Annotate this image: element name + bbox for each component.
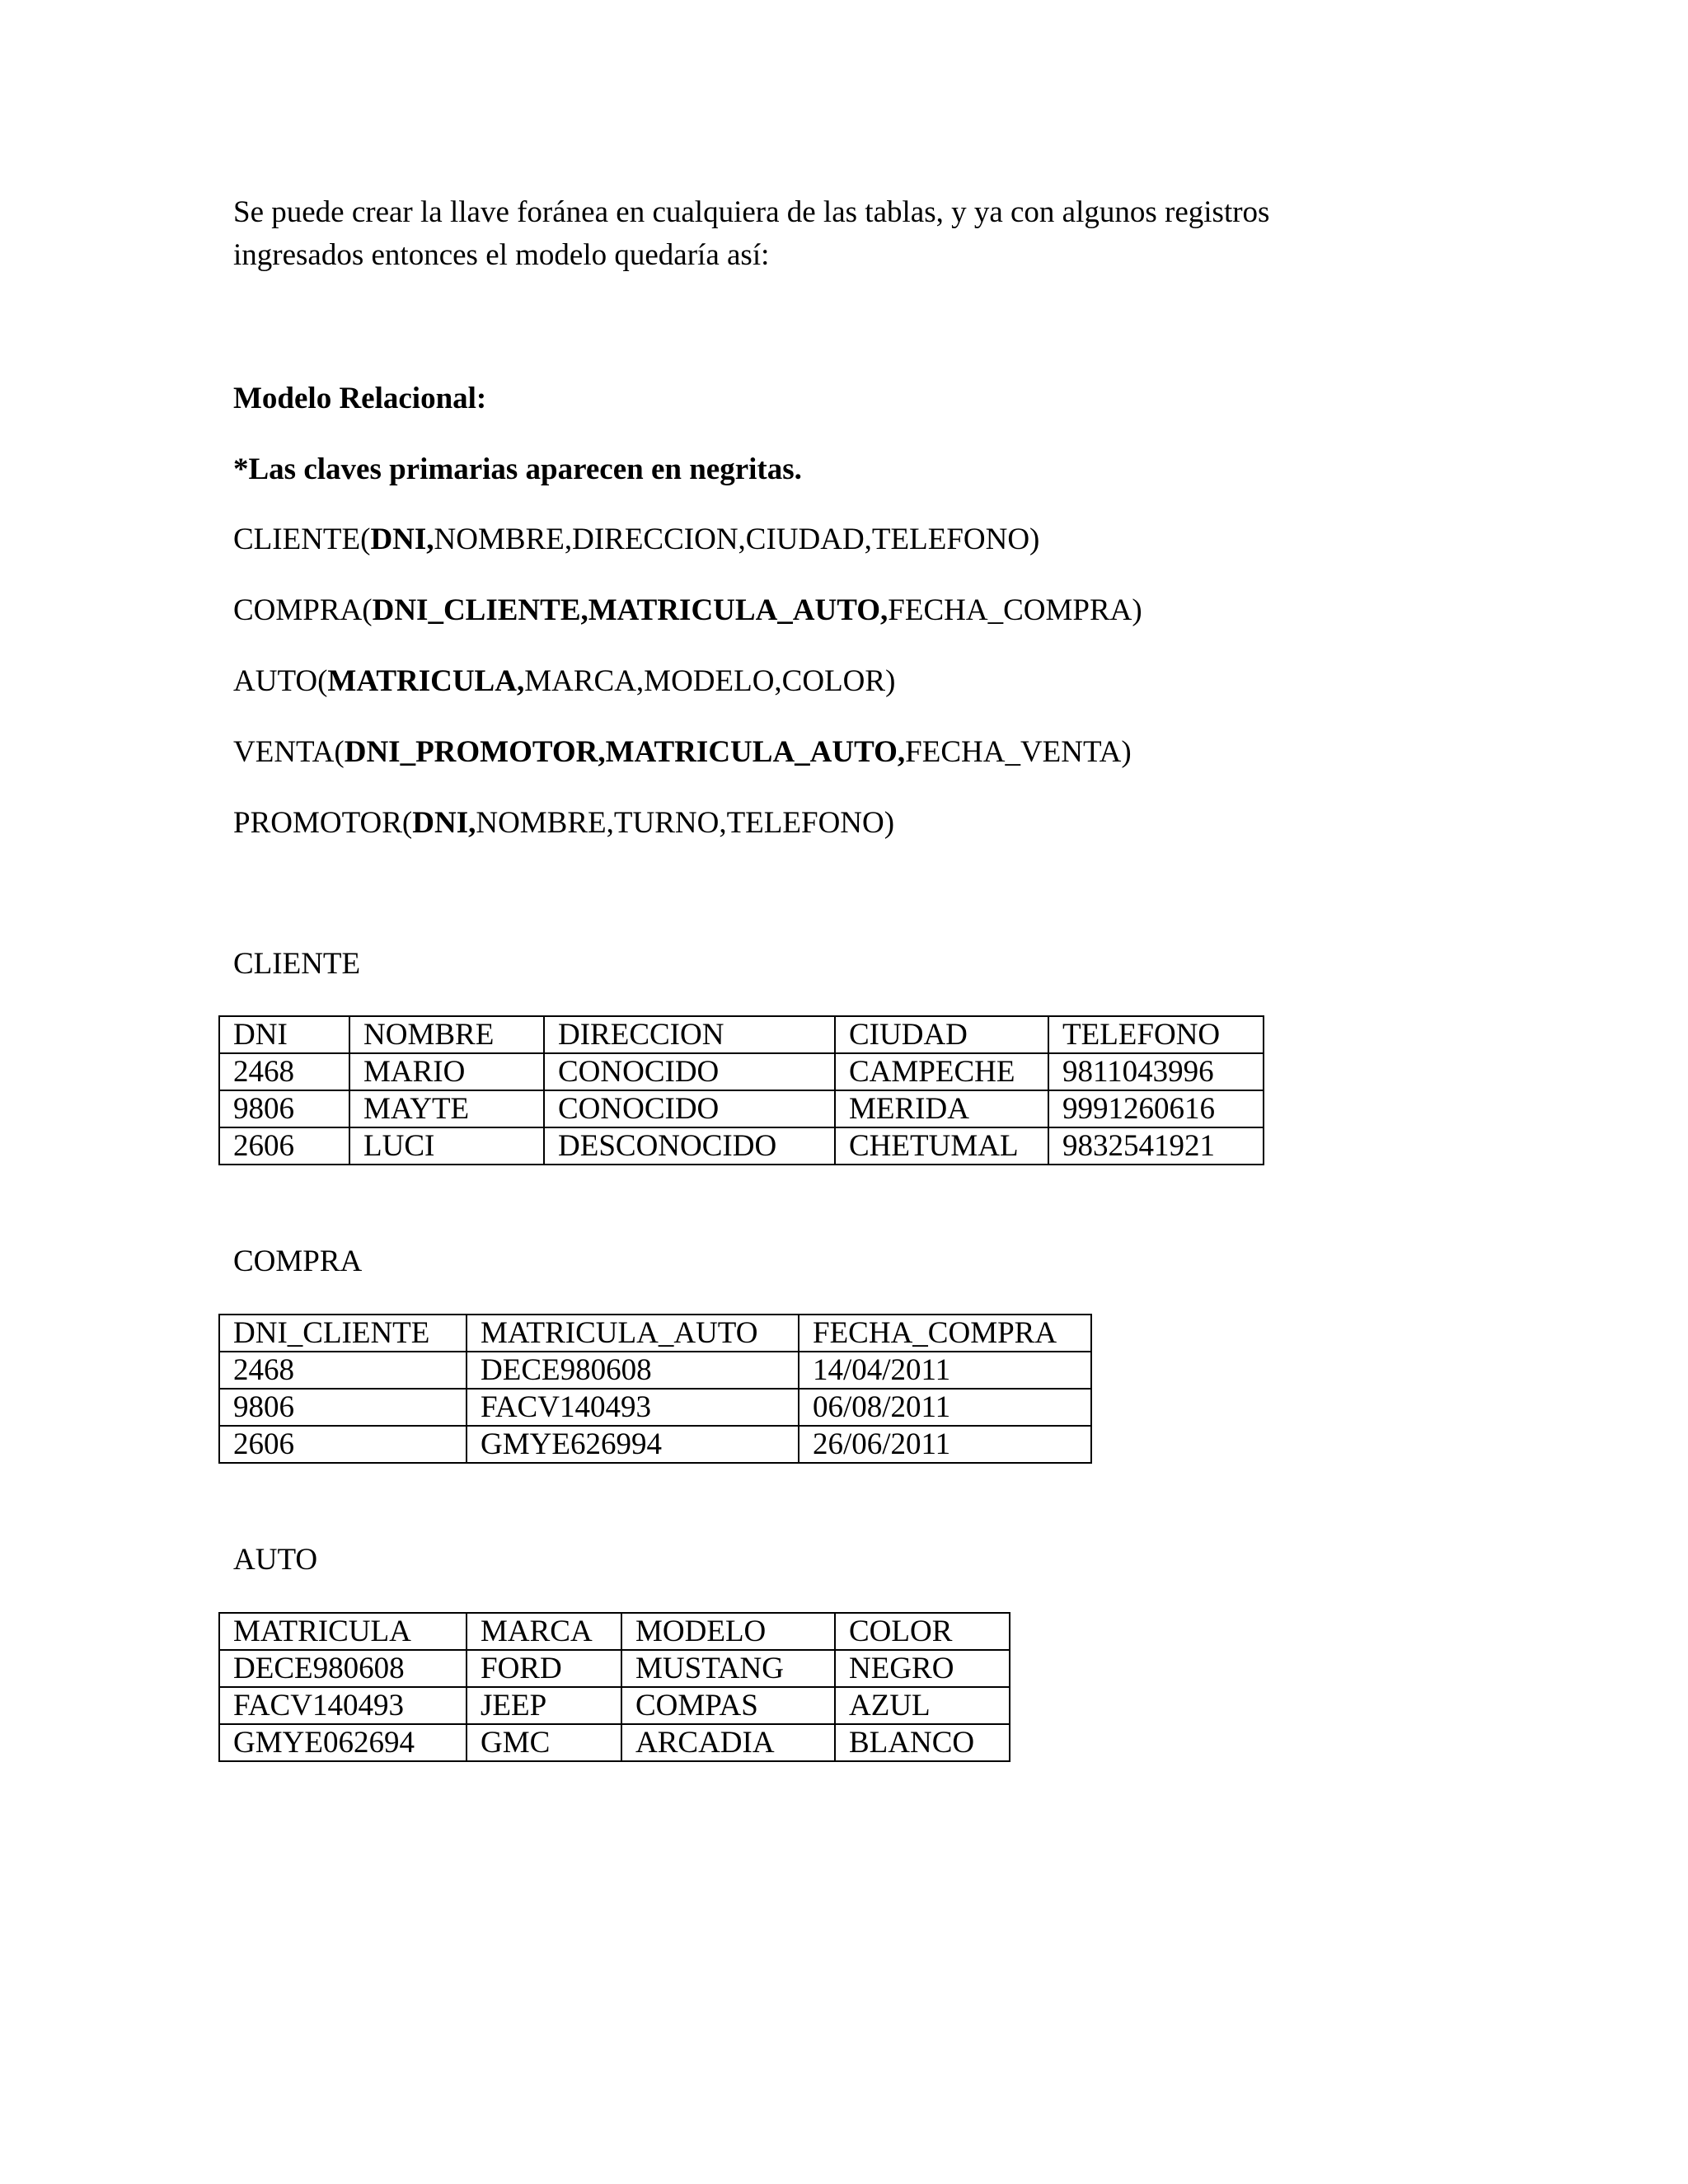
table-cell: 2468 [219, 1352, 467, 1389]
table-cell: 9811043996 [1048, 1053, 1264, 1090]
table-cell: GMYE626994 [467, 1426, 799, 1463]
relation-attributes: NOMBRE,DIRECCION,CIUDAD,TELEFONO) [434, 523, 1040, 556]
table-header-row [219, 1315, 1091, 1352]
header-cell: NOMBRE [349, 1016, 544, 1053]
table-row [219, 1426, 1091, 1463]
header-cell: MARCA [467, 1613, 621, 1650]
relation-primary-keys: DNI, [370, 523, 434, 556]
header-cell: DIRECCION [544, 1016, 835, 1053]
relation-venta [233, 734, 1132, 771]
table-cell: DESCONOCIDO [544, 1127, 835, 1165]
compra-table [218, 1314, 1092, 1464]
table-row [219, 1090, 1264, 1127]
relation-auto [233, 663, 895, 700]
table-row [219, 1127, 1264, 1165]
compra-table-title: COMPRA [233, 1244, 363, 1278]
table-cell: 26/06/2011 [799, 1426, 1091, 1463]
table-cell: 14/04/2011 [799, 1352, 1091, 1389]
table-cell: 9832541921 [1048, 1127, 1264, 1165]
relation-name: CLIENTE( [233, 523, 371, 556]
table-cell: 06/08/2011 [799, 1389, 1091, 1426]
auto-table [218, 1612, 1010, 1762]
table-row [219, 1724, 1010, 1761]
relation-primary-keys: DNI_CLIENTE,MATRICULA_AUTO, [372, 593, 889, 627]
table-cell: ARCADIA [621, 1724, 835, 1761]
table-cell: FORD [467, 1650, 621, 1687]
table-cell: FACV140493 [219, 1687, 467, 1724]
relation-cliente [233, 522, 1039, 558]
relation-name: AUTO( [233, 664, 328, 698]
table-row [219, 1352, 1091, 1389]
intro-line-2: ingresados entonces el modelo quedaría así: [233, 238, 770, 272]
table-cell: MARIO [349, 1053, 544, 1090]
relation-promotor [233, 805, 894, 841]
header-cell: MODELO [621, 1613, 835, 1650]
header-cell: CIUDAD [835, 1016, 1048, 1053]
table-cell: 2606 [219, 1426, 467, 1463]
relation-name: COMPRA( [233, 593, 373, 627]
table-cell: CONOCIDO [544, 1090, 835, 1127]
table-cell: BLANCO [835, 1724, 1010, 1761]
relation-attributes: FECHA_COMPRA) [888, 593, 1142, 627]
relation-attributes: FECHA_VENTA) [905, 735, 1132, 769]
relation-name: PROMOTOR( [233, 806, 413, 840]
header-cell: COLOR [835, 1613, 1010, 1650]
relation-attributes: NOMBRE,TURNO,TELEFONO) [476, 806, 895, 840]
table-row [219, 1053, 1264, 1090]
header-cell: TELEFONO [1048, 1016, 1264, 1053]
table-row [219, 1687, 1010, 1724]
table-cell: 2468 [219, 1053, 349, 1090]
table-cell: 2606 [219, 1127, 349, 1165]
relation-compra [233, 593, 1142, 629]
intro-line-1: Se puede crear la llave foránea en cualquiera de las tablas, y ya con algunos registros [233, 195, 1270, 229]
table-cell: MAYTE [349, 1090, 544, 1127]
table-cell: GMYE062694 [219, 1724, 467, 1761]
table-cell: CONOCIDO [544, 1053, 835, 1090]
table-header-row [219, 1016, 1264, 1053]
table-cell: CHETUMAL [835, 1127, 1048, 1165]
table-cell: CAMPECHE [835, 1053, 1048, 1090]
table-cell: 9806 [219, 1389, 467, 1426]
header-cell: DNI_CLIENTE [219, 1315, 467, 1352]
table-cell: AZUL [835, 1687, 1010, 1724]
header-cell: MATRICULA_AUTO [467, 1315, 799, 1352]
table-cell: DECE980608 [219, 1650, 467, 1687]
table-cell: DECE980608 [467, 1352, 799, 1389]
table-cell: FACV140493 [467, 1389, 799, 1426]
relation-name: VENTA( [233, 735, 345, 769]
table-cell: LUCI [349, 1127, 544, 1165]
primary-key-note: *Las claves primarias aparecen en negritas. [233, 452, 802, 486]
table-cell: JEEP [467, 1687, 621, 1724]
cliente-table [218, 1015, 1264, 1165]
model-title: Modelo Relacional: [233, 382, 487, 415]
relation-attributes: MARCA,MODELO,COLOR) [524, 664, 896, 698]
relation-primary-keys: DNI, [412, 806, 476, 840]
header-cell: FECHA_COMPRA [799, 1315, 1091, 1352]
header-cell: MATRICULA [219, 1613, 467, 1650]
relation-primary-keys: DNI_PROMOTOR,MATRICULA_AUTO, [344, 735, 906, 769]
table-cell: NEGRO [835, 1650, 1010, 1687]
auto-table-title: AUTO [233, 1543, 318, 1577]
table-row [219, 1650, 1010, 1687]
table-cell: MERIDA [835, 1090, 1048, 1127]
table-header-row [219, 1613, 1010, 1650]
table-cell: COMPAS [621, 1687, 835, 1724]
table-cell: MUSTANG [621, 1650, 835, 1687]
header-cell: DNI [219, 1016, 349, 1053]
relation-primary-keys: MATRICULA, [327, 664, 525, 698]
table-row [219, 1389, 1091, 1426]
table-cell: GMC [467, 1724, 621, 1761]
cliente-table-title: CLIENTE [233, 947, 361, 981]
table-cell: 9806 [219, 1090, 349, 1127]
table-cell: 9991260616 [1048, 1090, 1264, 1127]
